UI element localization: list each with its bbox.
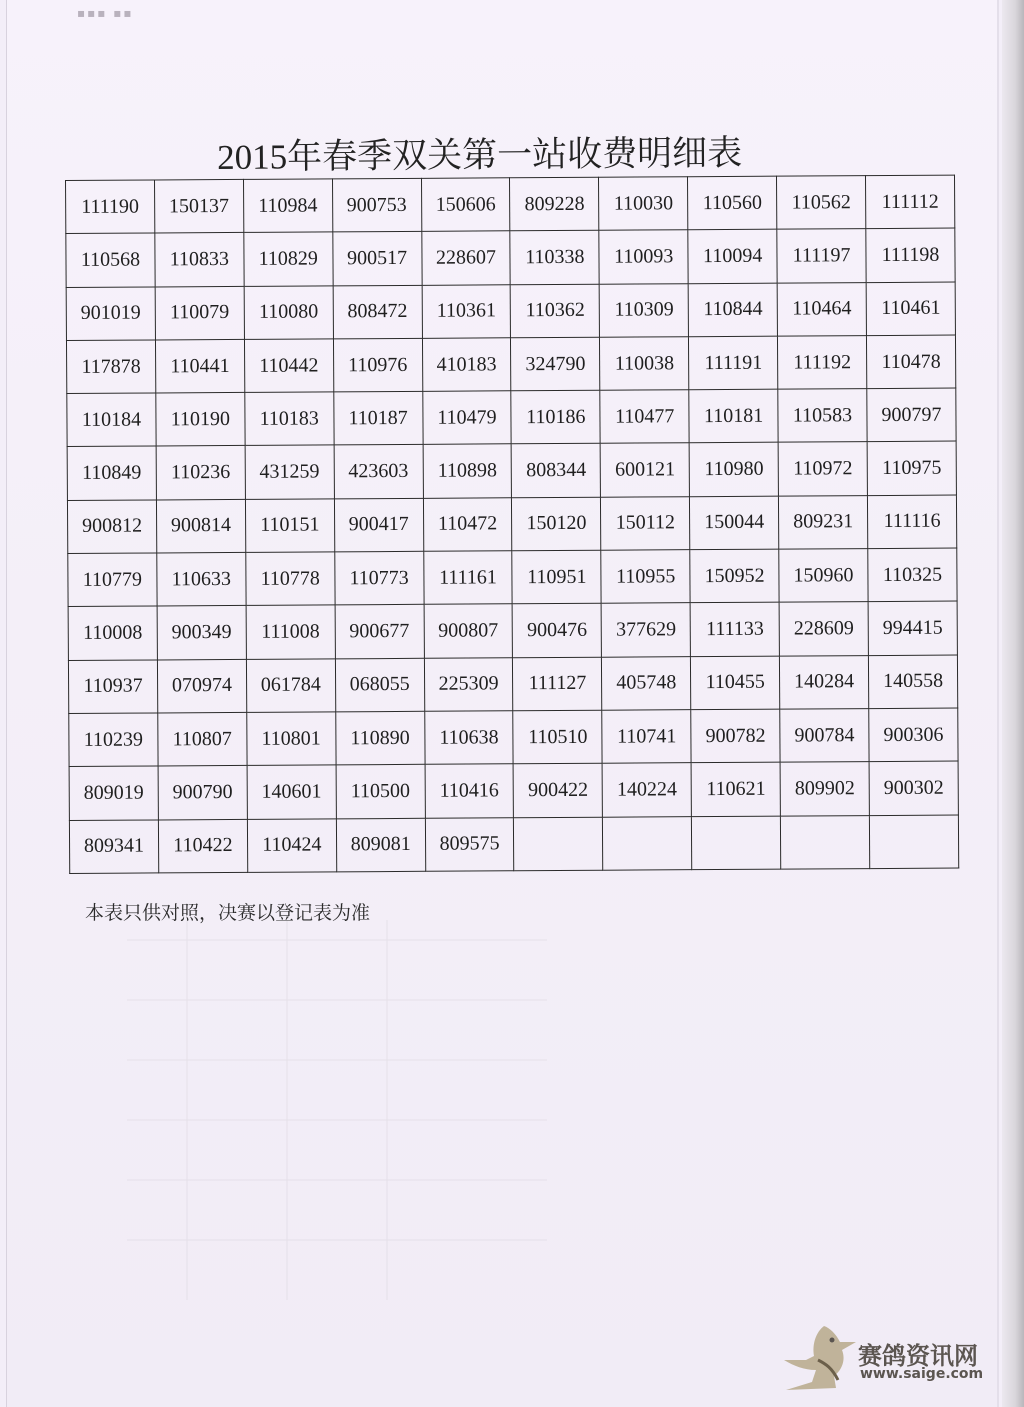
table-cell: 900677: [335, 605, 424, 659]
table-cell: 110183: [245, 392, 334, 446]
table-cell: 110829: [244, 232, 333, 286]
table-cell: 110560: [688, 176, 777, 230]
table-cell: 111133: [690, 603, 779, 657]
pigeon-logo-icon: [776, 1320, 868, 1396]
table-cell: 110151: [245, 499, 334, 553]
table-cell: 110080: [244, 285, 333, 339]
table-cell: 110478: [866, 335, 955, 389]
table-cell: 110181: [689, 389, 778, 443]
watermark-url: www.saige.com: [860, 1366, 984, 1382]
table-cell: 900784: [780, 709, 869, 763]
table-cell: [781, 815, 870, 869]
table-cell: 110038: [600, 337, 689, 391]
table-cell: 900302: [869, 761, 958, 815]
table-cell: [869, 815, 958, 869]
table-cell: 809231: [779, 495, 868, 549]
table-cell: 111112: [866, 175, 955, 229]
table-cell: 110093: [599, 230, 688, 284]
table-cell: 110621: [691, 762, 780, 816]
table-cell: 110422: [158, 819, 247, 873]
table-cell: 111191: [689, 336, 778, 390]
table-cell: 423603: [334, 445, 423, 499]
table-cell: 900797: [867, 388, 956, 442]
table-cell: 061784: [246, 659, 335, 713]
table-cell: 377629: [601, 603, 690, 657]
table-cell: 431259: [245, 445, 334, 499]
table-cell: 405748: [602, 656, 691, 710]
table-cell: 110773: [334, 551, 423, 605]
table-cell: [692, 816, 781, 870]
watermark-site-name: 赛鸽资讯网: [858, 1342, 978, 1370]
table-cell: 900476: [513, 604, 602, 658]
table-cell: 150137: [154, 179, 243, 233]
table-cell: 110500: [336, 765, 425, 819]
table-row: [66, 228, 955, 287]
table-cell: 110079: [155, 286, 244, 340]
table-cell: 225309: [424, 657, 513, 711]
table-cell: 150960: [779, 549, 868, 603]
table-cell: 110951: [512, 550, 601, 604]
table-cell: 110844: [688, 283, 777, 337]
table-cell: 110008: [68, 606, 157, 660]
table-cell: 110479: [422, 391, 511, 445]
table-cell: 110972: [778, 442, 867, 496]
table-cell: 110833: [155, 233, 244, 287]
table-row: [69, 815, 958, 874]
table-cell: 140601: [247, 765, 336, 819]
table-cell: 117878: [66, 340, 155, 394]
table-cell: 110190: [156, 393, 245, 447]
table-cell: 110184: [67, 393, 156, 447]
table-cell: 110187: [333, 392, 422, 446]
scanned-page: [6, 0, 999, 1407]
table-cell: 110455: [691, 656, 780, 710]
table-cell: 111127: [513, 657, 602, 711]
table-cell: 110633: [157, 552, 246, 606]
table-cell: 110477: [600, 390, 689, 444]
table-cell: 110849: [67, 446, 156, 500]
table-cell: 110568: [66, 233, 155, 287]
fee-table-body: [66, 175, 959, 873]
table-cell: 808344: [512, 444, 601, 498]
table-cell: 110955: [601, 550, 690, 604]
table-cell: [603, 816, 692, 870]
scan-border-shadow: [1002, 0, 1024, 1407]
table-cell: 110975: [867, 442, 956, 496]
table-cell: 110583: [778, 389, 867, 443]
table-cell: 809019: [69, 766, 158, 820]
table-cell: 110424: [247, 818, 336, 872]
table-cell: 809228: [510, 177, 599, 231]
fee-table: [65, 175, 959, 874]
table-cell: 110807: [158, 712, 247, 766]
table-cell: 808472: [333, 285, 422, 339]
table-cell: 110094: [688, 229, 777, 283]
table-cell: 600121: [600, 443, 689, 497]
table-cell: 110030: [599, 177, 688, 231]
table-row: [68, 655, 957, 714]
table-cell: 068055: [335, 658, 424, 712]
table-row: [68, 601, 957, 660]
table-cell: 110362: [511, 284, 600, 338]
table-cell: 809902: [780, 762, 869, 816]
table-cell: 324790: [511, 337, 600, 391]
table-cell: 110442: [244, 339, 333, 393]
table-cell: 900790: [158, 766, 247, 820]
table-cell: 111192: [778, 335, 867, 389]
table-cell: 111198: [866, 228, 955, 282]
table-cell: 150044: [690, 496, 779, 550]
table-cell: 900753: [332, 178, 421, 232]
table-cell: 111116: [867, 495, 956, 549]
scan-artifact-mark: ▪▪▪ ▪▪: [77, 6, 134, 20]
table-cell: 150952: [690, 549, 779, 603]
bleed-through-ghost-table: [127, 920, 547, 1300]
table-row: [67, 442, 956, 501]
table-row: [69, 761, 958, 820]
table-cell: 110361: [422, 284, 511, 338]
document-title: 2015年春季双关第一站收费明细表: [217, 133, 743, 177]
table-cell: 111008: [246, 605, 335, 659]
table-cell: 110898: [423, 444, 512, 498]
table-cell: 111190: [66, 180, 155, 234]
table-cell: 070974: [157, 659, 246, 713]
table-cell: 110472: [423, 498, 512, 552]
footnote: 本表只供对照，决赛以登记表为准: [85, 902, 371, 924]
table-cell: 110984: [243, 179, 332, 233]
table-cell: 809081: [336, 818, 425, 872]
table-cell: 809575: [425, 817, 514, 871]
table-row: [67, 388, 956, 447]
table-row: [68, 548, 957, 607]
table-cell: 110325: [868, 548, 957, 602]
table-cell: 900349: [157, 606, 246, 660]
table-cell: 110976: [333, 338, 422, 392]
table-cell: 110441: [155, 339, 244, 393]
table-cell: 228609: [779, 602, 868, 656]
table-cell: 110562: [777, 176, 866, 230]
table-cell: 110890: [335, 711, 424, 765]
table-cell: 110937: [68, 660, 157, 714]
table-cell: 410183: [422, 338, 511, 392]
table-cell: [514, 817, 603, 871]
table-cell: 110464: [777, 282, 866, 336]
table-cell: 900814: [156, 499, 245, 553]
site-watermark: [776, 1320, 988, 1396]
table-cell: 110779: [68, 553, 157, 607]
table-row: [66, 175, 955, 234]
table-cell: 900306: [869, 708, 958, 762]
table-row: [66, 282, 955, 341]
table-cell: 900517: [332, 232, 421, 286]
table-cell: 900812: [67, 500, 156, 554]
table-cell: 110980: [689, 443, 778, 497]
table-cell: 111161: [423, 551, 512, 605]
table-cell: 110239: [69, 713, 158, 767]
table-cell: 140224: [602, 763, 691, 817]
table-cell: 150606: [421, 178, 510, 232]
table-cell: 110338: [510, 231, 599, 285]
table-cell: 110461: [866, 282, 955, 336]
table-cell: 110510: [513, 710, 602, 764]
table-cell: 994415: [868, 601, 957, 655]
table-cell: 140558: [868, 655, 957, 709]
table-cell: 110638: [424, 711, 513, 765]
table-cell: 110778: [246, 552, 335, 606]
table-row: [66, 335, 955, 394]
table-cell: 228607: [421, 231, 510, 285]
table-cell: 150120: [512, 497, 601, 551]
table-cell: 900782: [691, 709, 780, 763]
table-cell: 901019: [66, 287, 155, 341]
table-cell: 110236: [156, 446, 245, 500]
table-cell: 140284: [780, 655, 869, 709]
table-row: [69, 708, 958, 767]
table-cell: 110309: [599, 283, 688, 337]
table-cell: 111197: [777, 229, 866, 283]
table-cell: 110741: [602, 710, 691, 764]
table-cell: 900807: [424, 604, 513, 658]
table-cell: 110801: [247, 712, 336, 766]
table-cell: 809341: [69, 820, 158, 874]
table-cell: 110416: [425, 764, 514, 818]
table-row: [67, 495, 956, 554]
table-cell: 110186: [511, 390, 600, 444]
table-cell: 150112: [601, 496, 690, 550]
table-cell: 900417: [334, 498, 423, 552]
table-cell: 900422: [514, 763, 603, 817]
